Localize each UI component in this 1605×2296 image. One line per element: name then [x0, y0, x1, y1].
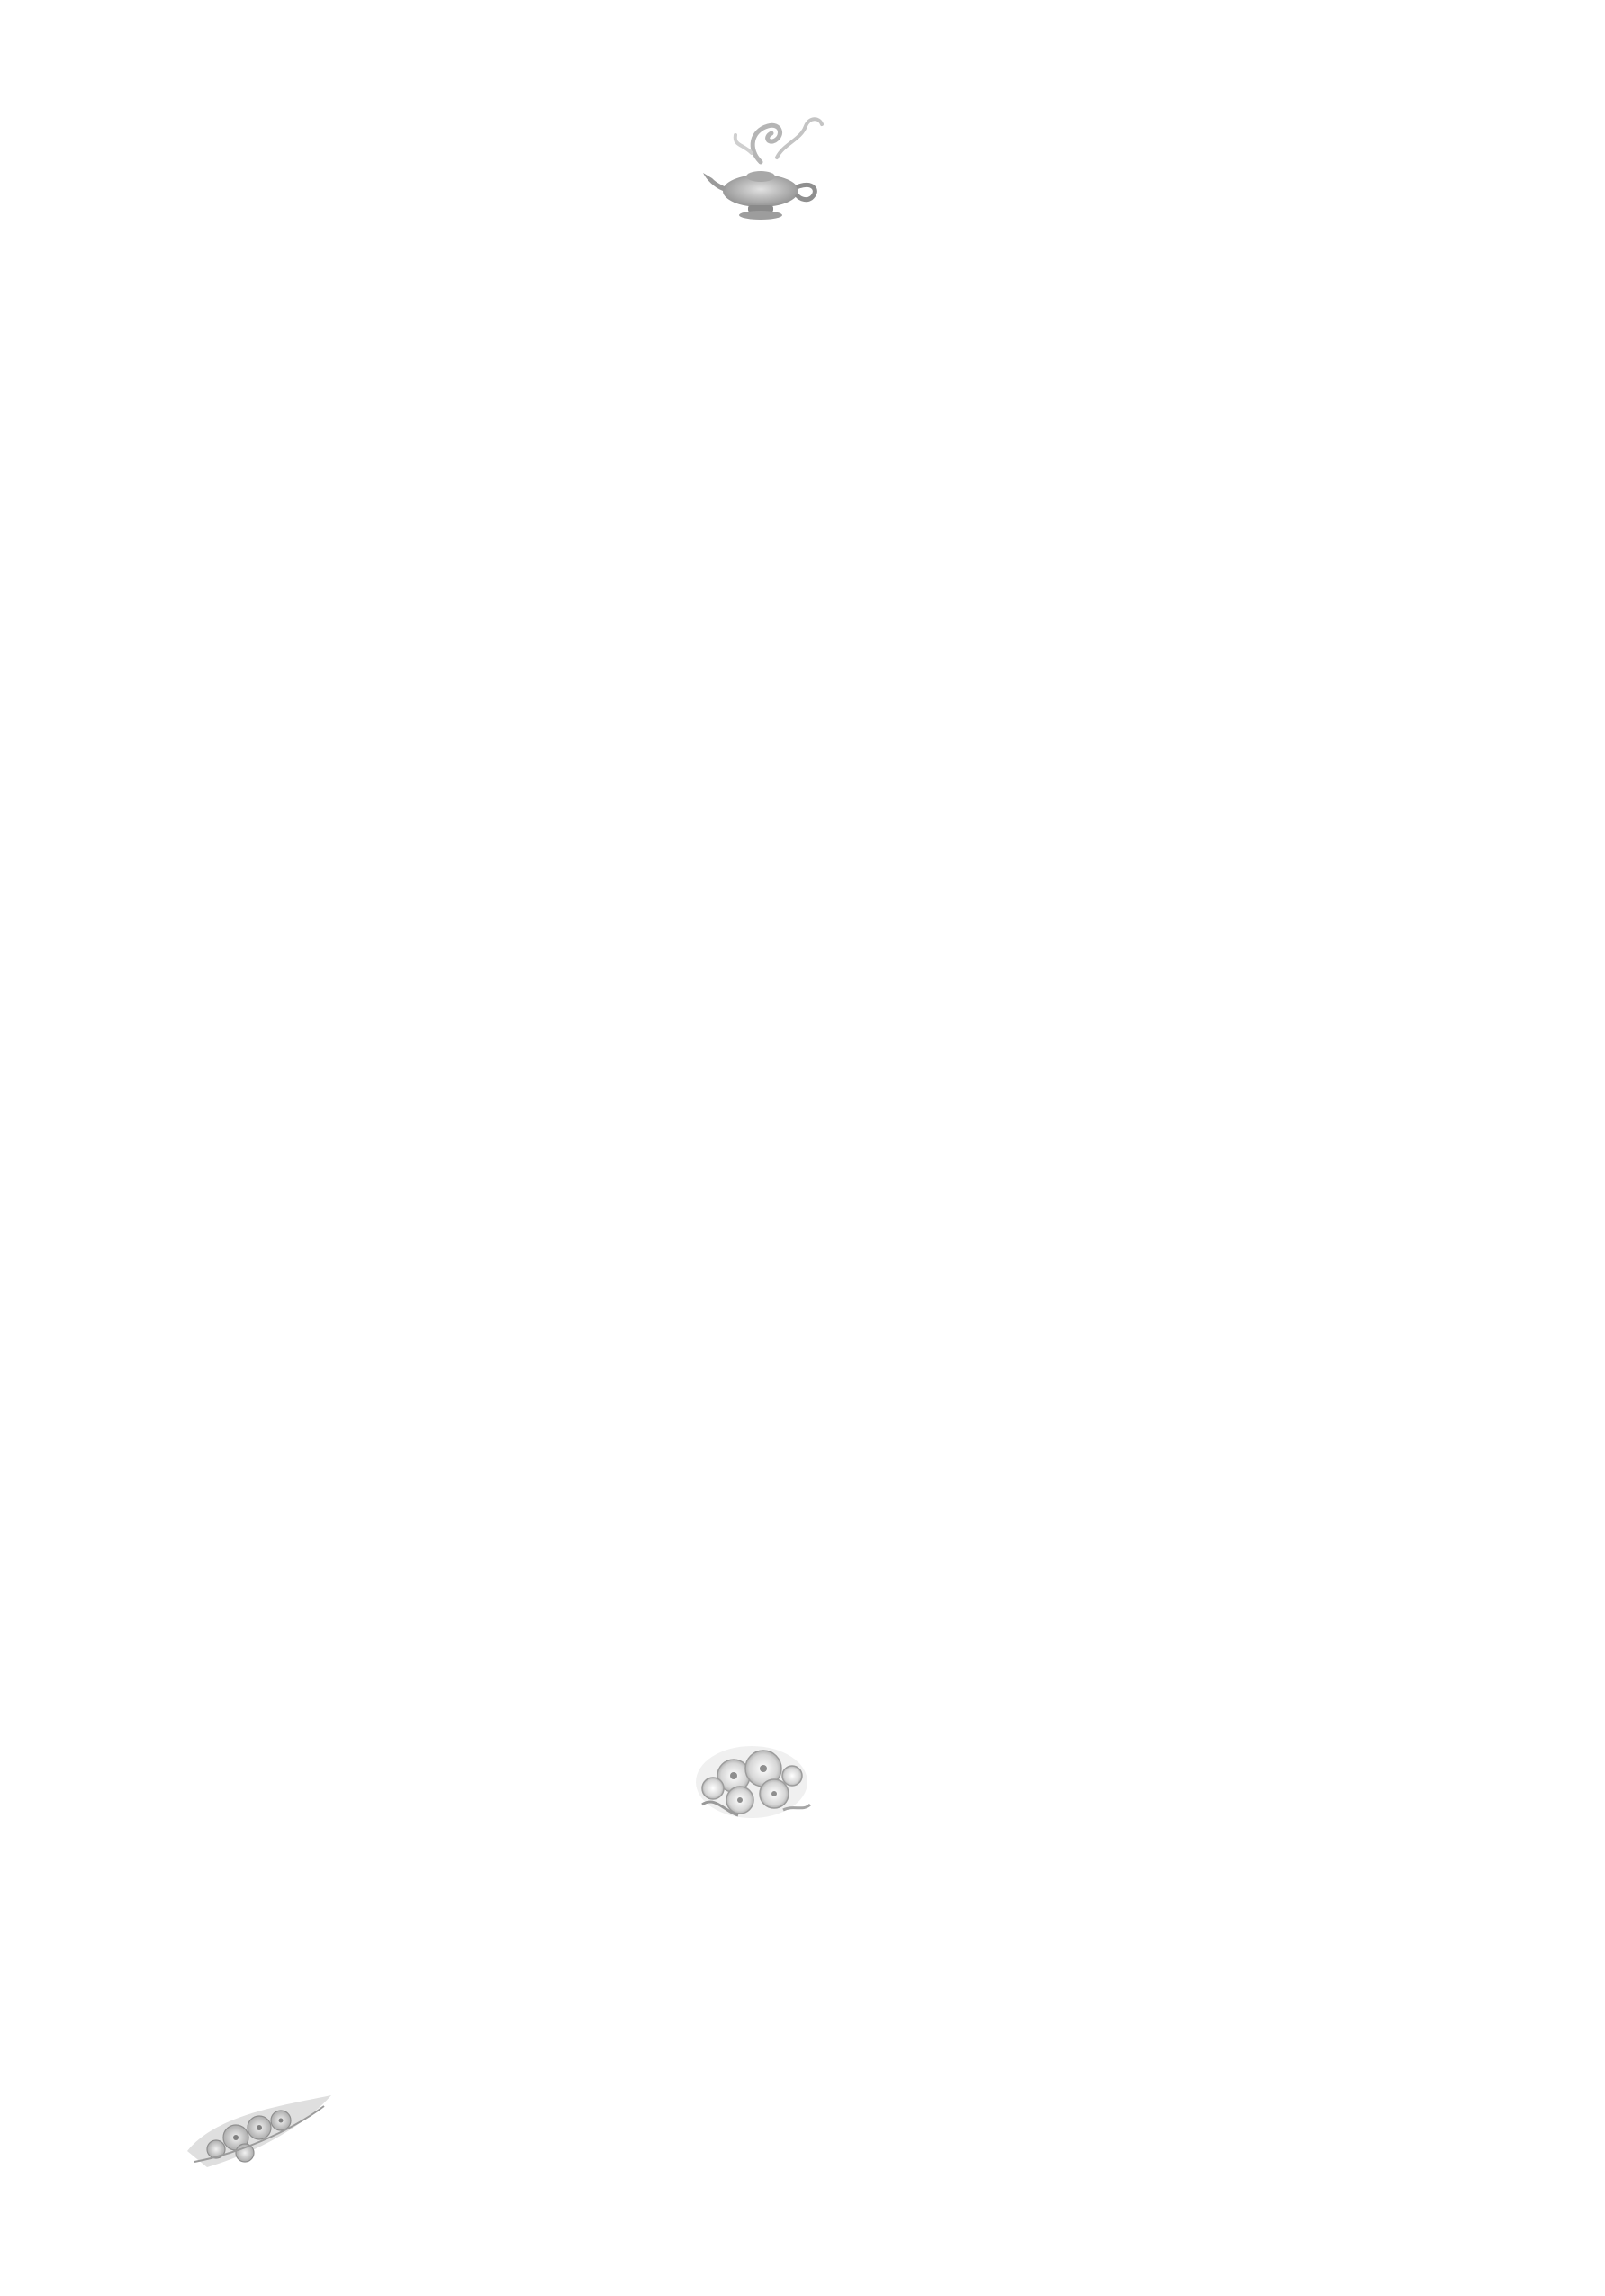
page-footer	[358, 2111, 378, 2147]
section-opening-line	[212, 1829, 1341, 1894]
flower-bouquet-icon	[684, 1733, 819, 1827]
section-two	[212, 1829, 1341, 1894]
flower-spray-icon	[180, 2088, 338, 2178]
genie-lamp-icon	[698, 108, 833, 225]
